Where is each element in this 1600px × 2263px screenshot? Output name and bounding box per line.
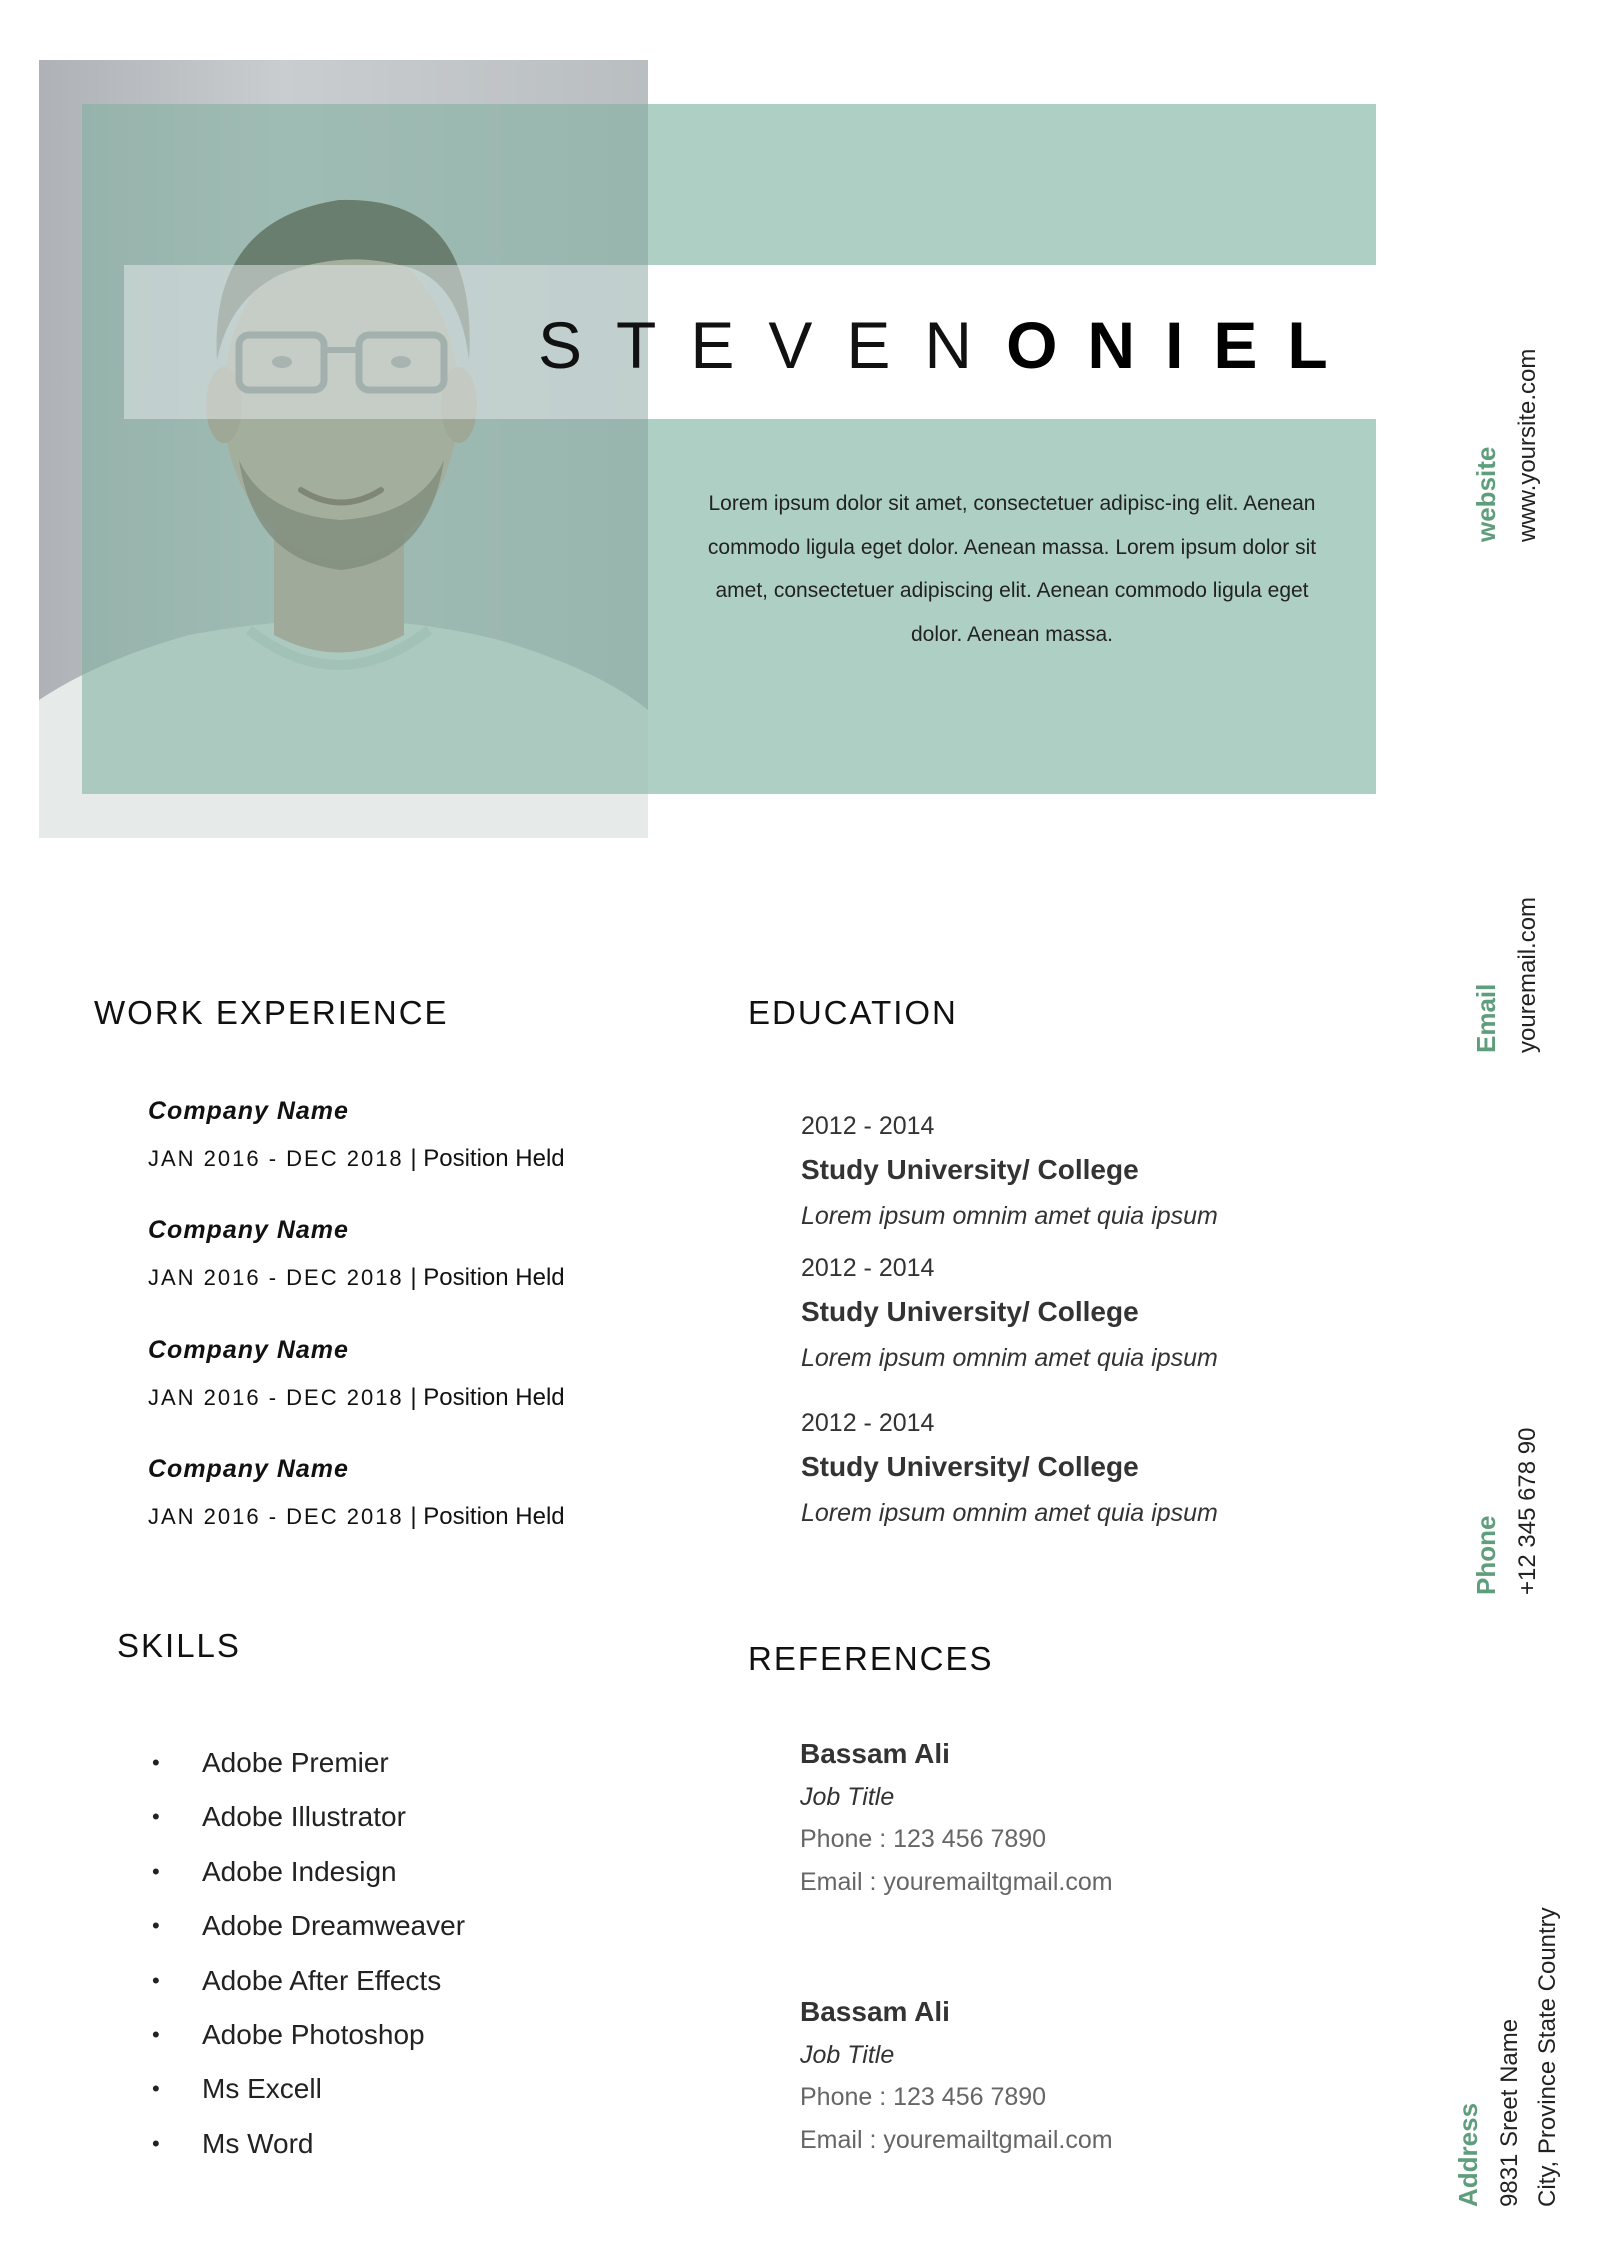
last-name: ONIEL: [1006, 308, 1358, 382]
skill-item: [148, 2117, 465, 2171]
address-contact: [1450, 2103, 1486, 2207]
website-contact: [1468, 447, 1504, 542]
website-value-wrap: [1510, 349, 1546, 542]
education-title: EDUCATION: [748, 994, 958, 1031]
skill-item: [148, 1954, 465, 2008]
bullet-icon: •: [152, 1750, 160, 1775]
reference-email[interactable]: Email : youremailtgmail.com: [800, 2126, 1113, 2154]
work-item: [148, 1212, 708, 1296]
work-position: | Position Held: [410, 1145, 565, 1172]
skill-item: [148, 1845, 465, 1899]
skill-item: [148, 1736, 465, 1790]
skill-label: Adobe Dreamweaver: [202, 1910, 466, 1942]
work-dates: JAN 2016 - DEC 2018: [148, 1504, 404, 1529]
skills-title: SKILLS: [117, 1627, 241, 1664]
bullet-icon: •: [152, 1804, 160, 1830]
phone-contact: [1468, 1516, 1504, 1595]
bullet-icon: •: [152, 1858, 160, 1884]
phone-value-wrap: [1510, 1428, 1546, 1596]
skill-item: [148, 2062, 465, 2116]
skill-label: Ms Excell: [202, 2073, 322, 2105]
bullet-icon: •: [152, 2076, 160, 2102]
email-value-wrap: [1510, 897, 1546, 1053]
bullet-icon: •: [152, 2021, 160, 2047]
work-dates: JAN 2016 - DEC 2018: [148, 1385, 404, 1410]
reference-name: Bassam Ali: [800, 1996, 950, 2027]
skill-item: [148, 1899, 465, 1953]
email-value[interactable]: youremail.com: [1514, 896, 1541, 1053]
reference-email[interactable]: Email : youremailtgmail.com: [800, 1868, 1113, 1896]
reference-name: Bassam Ali: [800, 1738, 950, 1769]
education-description: Lorem ipsum omnim amet quia ipsum: [801, 1499, 1218, 1527]
education-years: 2012 - 2014: [801, 1254, 935, 1282]
references-title: REFERENCES: [748, 1640, 994, 1677]
education-school: Study University/ College: [801, 1451, 1139, 1482]
skill-item: [148, 1790, 465, 1844]
phone-label: Phone: [1471, 1515, 1501, 1595]
email-contact: [1468, 984, 1504, 1053]
education-item: [801, 1251, 1361, 1377]
skill-label: Adobe Indesign: [202, 1855, 397, 1887]
skill-label: Adobe Photoshop: [202, 2018, 425, 2050]
skill-label: Adobe Premier: [202, 1747, 389, 1778]
phone-value: +12 345 678 90: [1514, 1427, 1541, 1595]
education-description: Lorem ipsum omnim amet quia ipsum: [801, 1202, 1218, 1230]
work-experience-title: WORK EXPERIENCE: [94, 994, 449, 1031]
work-position: | Position Held: [410, 1384, 565, 1411]
address-label: Address: [1453, 2102, 1483, 2207]
full-name: [538, 300, 1378, 390]
education-years: 2012 - 2014: [801, 1409, 935, 1437]
address-value-wrap: [1492, 1907, 1568, 2207]
work-position: | Position Held: [410, 1503, 565, 1530]
email-label: Email: [1471, 983, 1501, 1053]
reference-item: [800, 1732, 1360, 1904]
skill-item: [148, 2008, 465, 2062]
bullet-icon: •: [152, 1967, 160, 1993]
reference-job-title: Job Title: [800, 1783, 895, 1811]
education-school: Study University/ College: [801, 1154, 1139, 1185]
reference-phone: Phone : 123 456 7890: [800, 2083, 1047, 2111]
profile-summary: Lorem ipsum dolor sit amet, consectetuer adipisc-ing elit. Aenean commodo ligula eget dolor. Aenean massa. Lorem ipsum dolor sit amet, consectetuer adipiscing elit. Aenean commodo ligula eget dolor. Aenean massa.: [707, 492, 1317, 646]
skill-label: Adobe After Effects: [202, 1964, 442, 1996]
work-position: | Position Held: [410, 1264, 565, 1291]
work-company: Company Name: [148, 1336, 349, 1364]
bullet-icon: •: [152, 1913, 160, 1939]
work-dates: JAN 2016 - DEC 2018: [148, 1146, 404, 1171]
education-item: [801, 1406, 1361, 1532]
work-dates: JAN 2016 - DEC 2018: [148, 1265, 404, 1290]
reference-job-title: Job Title: [800, 2041, 895, 2069]
work-company: Company Name: [148, 1097, 349, 1125]
work-item: [148, 1332, 708, 1416]
reference-item: [800, 1990, 1360, 2162]
skill-label: Ms Word: [202, 2127, 314, 2159]
address-line2: City, Province State Country: [1534, 1907, 1561, 2207]
skill-label: Adobe Illustrator: [202, 1801, 406, 1833]
education-years: 2012 - 2014: [801, 1112, 935, 1140]
website-label: website: [1471, 446, 1501, 542]
header-accent-top: [648, 104, 1376, 265]
address-line1: 9831 Sreet Name: [1496, 2018, 1523, 2207]
education-school: Study University/ College: [801, 1296, 1139, 1327]
photo-tint-overlay: [82, 104, 648, 794]
bullet-icon: •: [152, 2130, 160, 2156]
work-item: [148, 1451, 708, 1535]
education-description: Lorem ipsum omnim amet quia ipsum: [801, 1344, 1218, 1372]
website-value[interactable]: www.yoursite.com: [1514, 348, 1541, 542]
first-name: STEVEN: [538, 308, 1007, 382]
education-item: [801, 1109, 1361, 1235]
work-company: Company Name: [148, 1455, 349, 1483]
work-item: [148, 1093, 708, 1177]
work-company: Company Name: [148, 1216, 349, 1244]
skills-list: [148, 1736, 465, 2171]
reference-phone: Phone : 123 456 7890: [800, 1825, 1047, 1853]
